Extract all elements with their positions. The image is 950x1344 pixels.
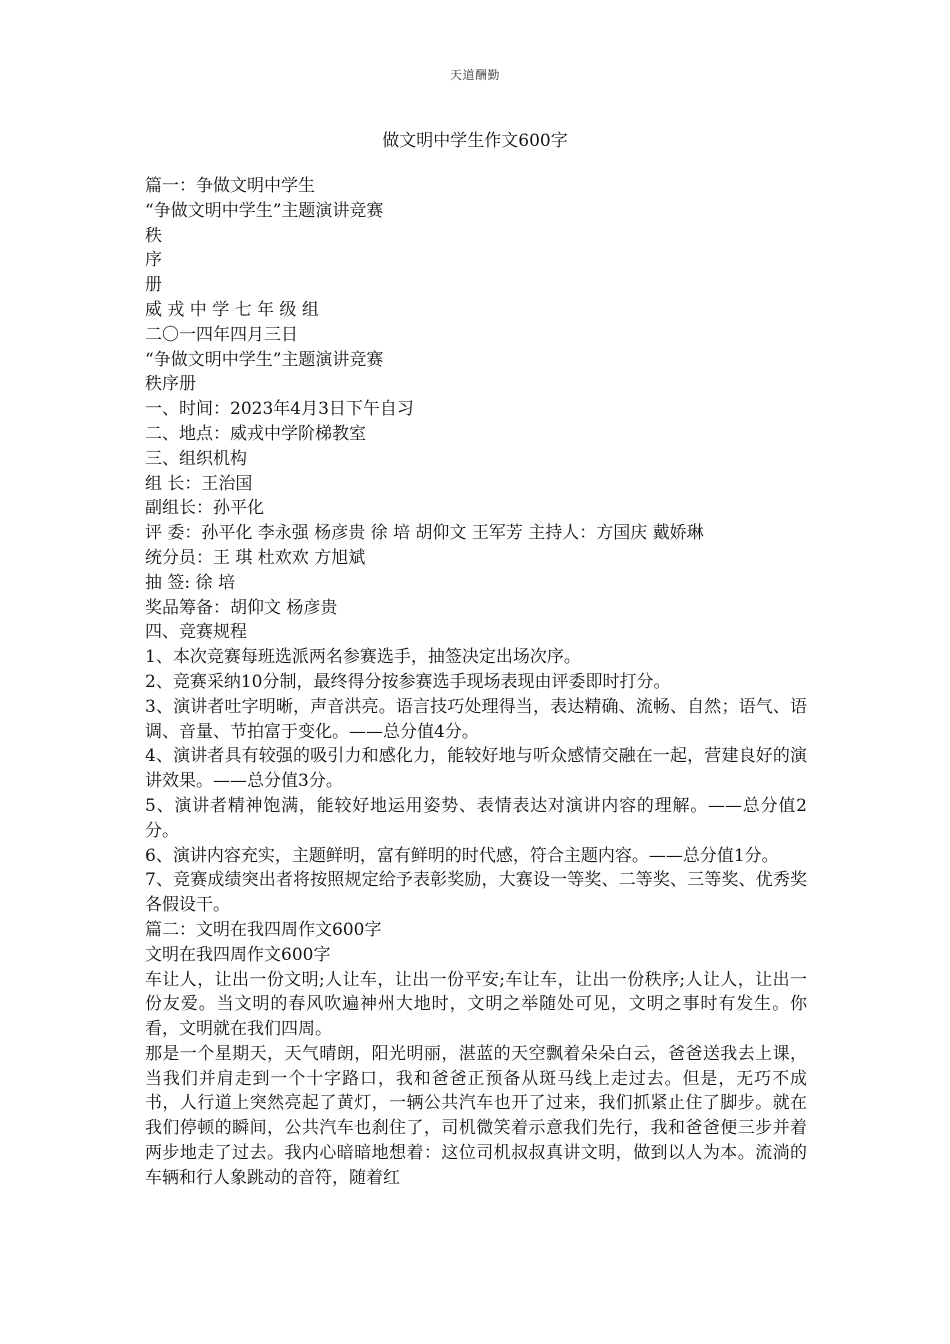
text-line: 一、时间：2023年4月3日下午自习 [145, 399, 414, 420]
text-line: 序 [145, 250, 162, 271]
text-line: 三、组织机构 [145, 448, 247, 469]
paragraph: 车让人，让出一份文明;人让车，让出一份平安;车让车，让出一份秩序;人让人，让出一份友爱。当文明的春风吹遍神州大地时，文明之举随处可见，文明之事时有发生。你看，文明就在我们四周。 [145, 969, 807, 1040]
paragraph: 3、演讲者吐字明晰，声音洪亮。语言技巧处理得当，表达精确、流畅、自然；语气、语调、音量、节拍富于变化。——总分值4分。 [145, 696, 807, 742]
text-line: “争做文明中学生”主题演讲竞赛 [145, 349, 384, 370]
text-line: 评 委：孙平化 李永强 杨彦贵 徐 培 胡仰文 王军芳 主持人：方国庆 戴娇琳 [145, 523, 704, 544]
text-line: 威 戎 中 学 七 年 级 组 [145, 299, 319, 320]
section-heading: 篇一：争做文明中学生 [145, 176, 315, 196]
text-line: 二、地点：威戎中学阶梯教室 [145, 423, 366, 444]
document-title: 做文明中学生作文600字 [382, 131, 568, 151]
text-line: 1、本次竞赛每班选派两名参赛选手，抽签决定出场次序。 [145, 647, 581, 668]
paragraph: 5、演讲者精神饱满，能较好地运用姿势、表情表达对演讲内容的理解。——总分值2分。 [145, 795, 807, 841]
text-line: 奖品筹备：胡仰文 杨彦贵 [145, 597, 338, 618]
text-line: 二〇一四年四月三日 [145, 324, 298, 345]
text-line: 副组长：孙平化 [145, 498, 264, 519]
paragraph: 7、竞赛成绩突出者将按照规定给予表彰奖励，大赛设一等奖、二等奖、三等奖、优秀奖各假设干。 [145, 870, 807, 916]
text-line: 秩序册 [145, 374, 196, 395]
paragraph: 那是一个星期天，天气晴朗，阳光明丽，湛蓝的天空飘着朵朵白云，爸爸送我去上课，当我们并肩走到一个十字路口，我和爸爸正预备从斑马线上走过去。但是，无巧不成书，人行道上突然亮起了黄灯，一辆公共汽车也开了过来，我们抓紧止住了脚步。就在我们停顿的瞬间，公共汽车也刹住了，司机微笑着示意我们先行，我和爸爸便三步并着两步地走了过去。我内心暗暗地想着：这位司机叔叔真讲文明，做到以人为本。流淌的车辆和行人象跳动的音符，随着红 [145, 1043, 807, 1188]
document-body [145, 174, 807, 1191]
text-line: 2、竞赛采纳10分制，最终得分按参赛选手现场表现由评委即时打分。 [145, 671, 671, 692]
text-line: 四、竞赛规程 [145, 622, 247, 643]
text-line: 统分员：王 琪 杜欢欢 方旭斌 [145, 547, 366, 568]
section-heading: 篇二：文明在我四周作文600字 [145, 919, 382, 940]
running-header: 天道酬勤 [449, 68, 500, 82]
paragraph: 6、演讲内容充实，主题鲜明，富有鲜明的时代感，符合主题内容。——总分值1分。 [145, 845, 779, 866]
text-line: 组 长：王治国 [145, 473, 253, 494]
paragraph: 4、演讲者具有较强的吸引力和感化力，能较好地与听众感情交融在一起，营建良好的演讲效果。——总分值3分。 [145, 746, 807, 792]
text-line: 抽 签: 徐 培 [145, 572, 235, 593]
text-line: 秩 [145, 225, 162, 246]
text-line: “争做文明中学生”主题演讲竞赛 [145, 200, 384, 221]
text-line: 文明在我四周作文600字 [145, 944, 331, 965]
text-line: 册 [145, 275, 162, 296]
